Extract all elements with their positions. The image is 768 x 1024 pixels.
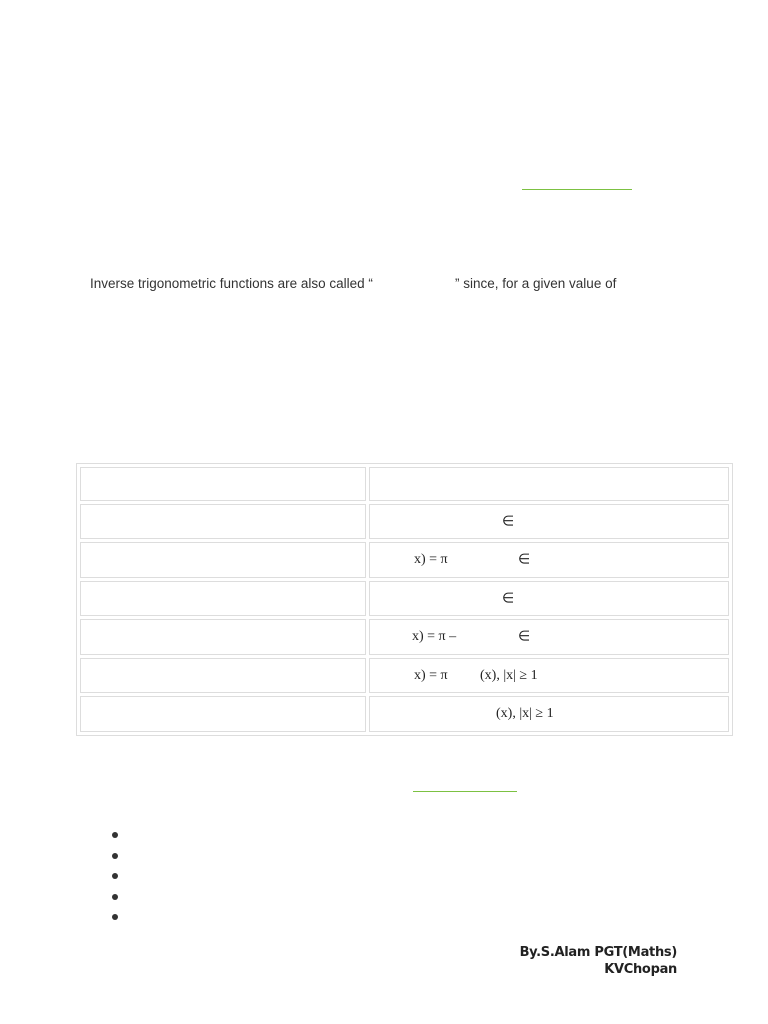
table-cell-text: (x), |x| ≥ 1	[496, 706, 554, 721]
table-row	[80, 696, 729, 732]
bullet-icon	[112, 853, 118, 859]
table-row	[80, 619, 729, 655]
table-row	[80, 467, 729, 501]
table-row	[80, 504, 729, 539]
table-cell	[80, 504, 366, 539]
link-underline-1[interactable]	[522, 189, 632, 190]
table-cell-text: ∈	[502, 591, 515, 606]
signature-line-school: KVChopan	[604, 962, 677, 977]
bullet-icon	[112, 914, 118, 920]
table-cell-text: x) = π	[414, 552, 448, 567]
bullet-icon	[112, 894, 118, 900]
signature-line-name: By.S.Alam PGT(Maths)	[519, 945, 677, 960]
table-row	[80, 658, 729, 693]
table-cell	[80, 581, 366, 616]
table-cell	[369, 619, 729, 655]
table-cell	[369, 581, 729, 616]
table-cell	[80, 619, 366, 655]
intro-text-left: Inverse trigonometric functions are also called “	[90, 276, 373, 291]
table-cell-text: ∈	[518, 552, 531, 568]
table-cell-text: x) = π –	[412, 629, 457, 644]
link-underline-2[interactable]	[413, 791, 517, 792]
table-cell	[369, 696, 729, 732]
table-cell-text: (x), |x| ≥ 1	[480, 667, 538, 683]
table-cell-text: ∈	[502, 514, 515, 529]
table-row	[80, 542, 729, 578]
table-cell	[80, 696, 366, 732]
table-cell	[369, 542, 729, 578]
table-cell	[80, 658, 366, 693]
table-cell-text: x) = π	[414, 667, 448, 683]
author-signature	[520, 944, 677, 978]
table-cell	[369, 467, 729, 501]
property-table	[76, 463, 733, 736]
intro-text-right: ” since, for a given value of	[455, 276, 617, 291]
table-cell	[369, 504, 729, 539]
table-cell	[80, 467, 366, 501]
table-cell-text: ∈	[518, 629, 531, 645]
table-cell	[80, 542, 366, 578]
bullet-icon	[112, 873, 118, 879]
bullet-icon	[112, 832, 118, 838]
table-cell	[369, 658, 729, 693]
table-row	[80, 581, 729, 616]
